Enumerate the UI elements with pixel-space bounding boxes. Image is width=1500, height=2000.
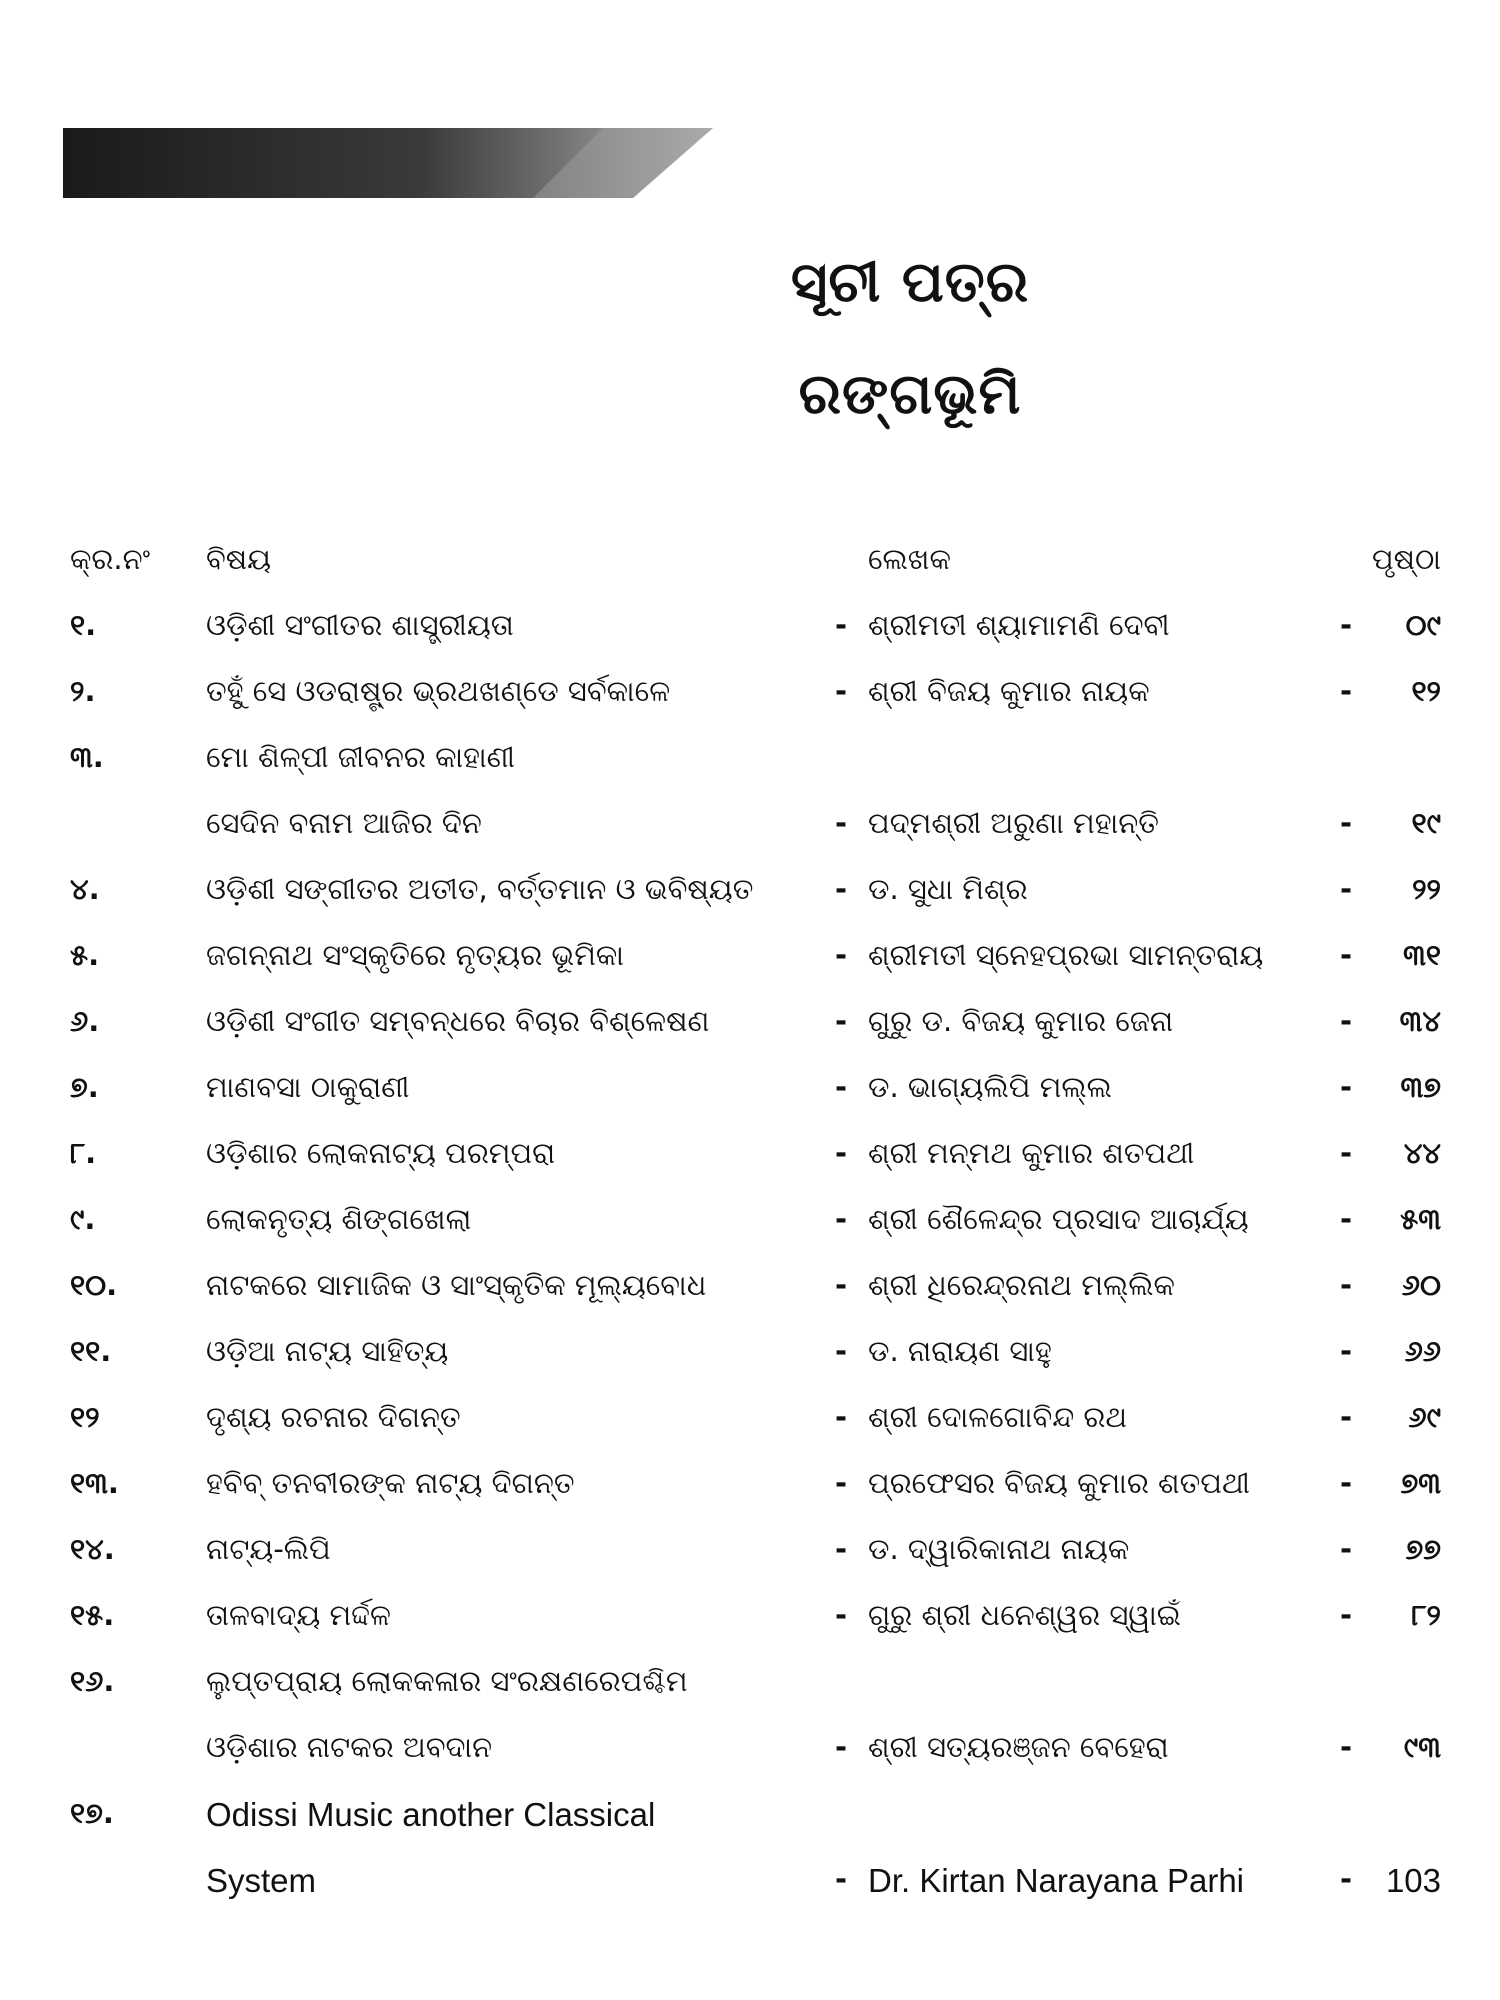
row-number: ୮.: [70, 1136, 97, 1170]
row-number: ୧.: [70, 608, 97, 642]
row-topic: ହବିବ୍ ତନବୀରଙ୍କ ନାଟ୍ୟ ଦିଗନ୍ତ: [206, 1466, 575, 1500]
row-author: ଗୁରୁ ଶ୍ରୀ ଧନେଶ୍ୱର ସ୍ୱାଇଁ: [868, 1598, 1181, 1632]
author-dash: -: [835, 938, 848, 972]
row-page: 103: [1385, 1862, 1441, 1899]
row-page: ୬୯: [1408, 1400, 1441, 1434]
decorative-banner: [63, 128, 713, 198]
toc-row: [63, 860, 1441, 926]
page-subtitle: ରଙ୍ଗଭୂମି: [798, 362, 1022, 427]
column-header-topic: ବିଷୟ: [206, 542, 272, 576]
page-dash: -: [1340, 674, 1353, 708]
row-number: ୪.: [70, 872, 100, 906]
toc-row: [63, 728, 1441, 794]
row-topic: ମାଣବସା ଠାକୁରାଣୀ: [206, 1070, 410, 1104]
author-dash: -: [835, 1136, 848, 1170]
author-dash: -: [835, 1334, 848, 1368]
row-topic: Odissi Music another Classical: [206, 1796, 656, 1833]
row-topic: System: [206, 1862, 317, 1899]
author-dash: -: [835, 674, 848, 708]
page-dash: -: [1340, 1532, 1353, 1566]
row-page: ୬୬: [1404, 1334, 1441, 1368]
page-dash: -: [1340, 1400, 1353, 1434]
row-page: ୯୩: [1403, 1730, 1441, 1764]
toc-row: [63, 1718, 1441, 1784]
author-dash: -: [835, 806, 848, 840]
row-author: ଡ. ନାରାୟଣ ସାହୁ: [868, 1334, 1052, 1368]
toc-row: [63, 1256, 1441, 1322]
toc-row: [63, 1850, 1441, 1916]
row-topic: ଓଡ଼ିଶୀ ସଂଗୀତର ଶାସ୍ତ୍ରୀୟତା: [206, 608, 514, 642]
page-dash: -: [1340, 1202, 1353, 1236]
page-dash: -: [1340, 1862, 1353, 1896]
row-author: ଶ୍ରୀ ବିଜୟ କୁମାର ନାୟକ: [868, 674, 1150, 708]
row-topic: ନାଟକରେ ସାମାଜିକ ଓ ସାଂସ୍କୃତିକ ମୂଲ୍ୟବୋଧ: [206, 1268, 707, 1302]
row-topic: ଦୃଶ୍ୟ ରଚନାର ଦିଗନ୍ତ: [206, 1400, 461, 1434]
row-number: ୨.: [70, 674, 96, 708]
author-dash: -: [835, 1400, 848, 1434]
row-number: ୧୪.: [70, 1532, 115, 1566]
author-dash: -: [835, 1862, 848, 1896]
row-page: ୭୭: [1405, 1532, 1441, 1566]
row-page: ୬୦: [1401, 1268, 1441, 1302]
row-author: ଶ୍ରୀ ଧିରେନ୍ଦ୍ରନାଥ ମଲ୍ଲିକ: [868, 1268, 1175, 1302]
toc-row: [63, 1652, 1441, 1718]
page-dash: -: [1340, 1070, 1353, 1104]
toc-row: [63, 794, 1441, 860]
row-number: ୫.: [70, 938, 100, 972]
page-dash: -: [1340, 1730, 1353, 1764]
toc-row: [63, 662, 1441, 728]
row-author: ପ୍ରଫେସର ବିଜୟ କୁମାର ଶତପଥୀ: [868, 1466, 1251, 1500]
toc-row: [63, 992, 1441, 1058]
author-dash: -: [835, 1070, 848, 1104]
page-dash: -: [1340, 938, 1353, 972]
row-author: ଶ୍ରୀମତୀ ସ୍ନେହପ୍ରଭା ସାମନ୍ତରାୟ: [868, 938, 1264, 972]
row-author: ଶ୍ରୀ ମନ୍ମଥ କୁମାର ଶତପଥୀ: [868, 1136, 1195, 1170]
toc-row: [63, 1520, 1441, 1586]
author-dash: -: [835, 608, 848, 642]
row-author: ଶ୍ରୀ ଶୈଳେନ୍ଦ୍ର ପ୍ରସାଦ ଆଚାର୍ଯ୍ୟ: [868, 1202, 1249, 1236]
page-dash: -: [1340, 608, 1353, 642]
toc-body: [63, 596, 1441, 1916]
row-topic: ସେଦିନ ବନାମ ଆଜିର ଦିନ: [206, 806, 482, 840]
toc-row: [63, 596, 1441, 662]
page-dash: -: [1340, 872, 1353, 906]
toc-row: [63, 1454, 1441, 1520]
toc-row: [63, 1388, 1441, 1454]
row-number: ୧୧.: [70, 1334, 112, 1368]
row-topic: ଜଗନ୍ନାଥ ସଂସ୍କୃତିରେ ନୃତ୍ୟର ଭୂମିକା: [206, 938, 624, 972]
toc-row: [63, 1586, 1441, 1652]
author-dash: -: [835, 872, 848, 906]
column-header-num: କ୍ର.ନଂ: [70, 542, 151, 576]
row-author: Dr. Kirtan Narayana Parhi: [868, 1862, 1245, 1899]
page-dash: -: [1340, 1268, 1353, 1302]
row-page: ୩୪: [1399, 1004, 1441, 1038]
author-dash: -: [835, 1268, 848, 1302]
page-dash: -: [1340, 1004, 1353, 1038]
row-author: ଶ୍ରୀ ଦୋଳଗୋବିନ୍ଦ ରଥ: [868, 1400, 1128, 1434]
row-author: ଶ୍ରୀ ସତ୍ୟରଞ୍ଜନ ବେହେରା: [868, 1730, 1169, 1764]
toc-header-row: [63, 530, 1441, 596]
toc-row: [63, 1322, 1441, 1388]
row-topic: ନାଟ୍ୟ-ଲିପି: [206, 1532, 331, 1566]
row-number: ୧୫.: [70, 1598, 115, 1632]
row-page: ୭୩: [1400, 1466, 1441, 1500]
author-dash: -: [835, 1598, 848, 1632]
row-topic: ତହୁଁ ସେ ଓଡରାଷ୍ଟ୍ର ଭ୍ରଥଖଣ୍ଡେ ସର୍ବକାଳେ: [206, 674, 671, 708]
page-dash: -: [1340, 1598, 1353, 1632]
column-header-page: ପୃଷ୍ଠା: [1371, 542, 1441, 576]
row-author: ଡ. ସୁଧା ମିଶ୍ର: [868, 872, 1028, 906]
row-author: ପଦ୍ମଶ୍ରୀ ଅରୁଣା ମହାନ୍ତି: [868, 806, 1159, 840]
page-dash: -: [1340, 806, 1353, 840]
row-number: ୯.: [70, 1202, 96, 1236]
row-number: ୧୦.: [70, 1268, 118, 1302]
row-author: ଗୁରୁ ଡ. ବିଜୟ କୁମାର ଜେନା: [868, 1004, 1174, 1038]
row-page: ୧୨: [1411, 674, 1441, 708]
row-topic: ଓଡ଼ିଶୀ ସଙ୍ଗୀତର ଅତୀତ, ବର୍ତ୍ତମାନ ଓ ଭବିଷ୍ୟତ: [206, 872, 754, 906]
row-page: ୩୭: [1400, 1070, 1441, 1104]
row-number: ୭.: [70, 1070, 99, 1104]
row-topic: ଓଡ଼ିଶାର ନାଟକର ଅବଦାନ: [206, 1730, 493, 1764]
author-dash: -: [835, 1466, 848, 1500]
row-number: ୧୩.: [70, 1466, 119, 1500]
column-header-author: ଲେଖକ: [868, 542, 951, 576]
toc-row: [63, 926, 1441, 992]
row-author: ଡ. ଦ୍ୱାରିକାନାଥ ନାୟକ: [868, 1532, 1130, 1566]
page-title: ସୂଚୀ ପତ୍ର: [790, 250, 1030, 315]
toc-row: [63, 1190, 1441, 1256]
row-topic: ଓଡ଼ିଶୀ ସଂଗୀତ ସମ୍ବନ୍ଧରେ ବିଚାର ବିଶ୍ଳେଷଣ: [206, 1004, 710, 1038]
row-number: ୧୨: [70, 1400, 100, 1434]
toc-row: [63, 1124, 1441, 1190]
toc-row: [63, 1784, 1441, 1850]
author-dash: -: [835, 1730, 848, 1764]
row-topic: ଓଡ଼ିଆ ନାଟ୍ୟ ସାହିତ୍ୟ: [206, 1334, 449, 1368]
row-page: ୮୨: [1411, 1598, 1441, 1632]
row-author: ଶ୍ରୀମତୀ ଶ୍ୟାମାମଣି ଦେବୀ: [868, 608, 1170, 642]
row-page: ୦୯: [1405, 608, 1441, 642]
row-page: ୪୪: [1403, 1136, 1441, 1170]
row-page: ୧୯: [1411, 806, 1441, 840]
row-topic: ମୋ ଶିଳ୍ପୀ ଜୀବନର କାହାଣୀ: [206, 740, 515, 774]
author-dash: -: [835, 1532, 848, 1566]
row-page: ୩୧: [1403, 938, 1441, 972]
row-number: ୧୬.: [70, 1664, 115, 1698]
row-page: ୨୨: [1412, 872, 1441, 906]
page-dash: -: [1340, 1466, 1353, 1500]
row-topic: ଲୋକନୃତ୍ୟ ଶିଙ୍ଗଖେଲା: [206, 1202, 472, 1236]
author-dash: -: [835, 1202, 848, 1236]
row-number: ୧୭.: [70, 1796, 114, 1830]
toc-row: [63, 1058, 1441, 1124]
row-number: ୩.: [70, 740, 104, 774]
row-topic: ଓଡ଼ିଶାର ଲୋକନାଟ୍ୟ ପରମ୍ପରା: [206, 1136, 556, 1170]
row-topic: ଲୁପ୍ତପ୍ରାୟ ଲୋକକଳାର ସଂରକ୍ଷଣରେପଶ୍ଚିମ: [206, 1664, 688, 1698]
page-dash: -: [1340, 1136, 1353, 1170]
row-topic: ତାଳବାଦ୍ୟ ମର୍ଦ୍ଦଳ: [206, 1598, 391, 1632]
table-of-contents: [63, 530, 1441, 1916]
row-author: ଡ. ଭାଗ୍ୟଲିପି ମଲ୍ଲ: [868, 1070, 1112, 1104]
row-page: ୫୩: [1400, 1202, 1441, 1236]
page-dash: -: [1340, 1334, 1353, 1368]
author-dash: -: [835, 1004, 848, 1038]
row-number: ୬.: [70, 1004, 100, 1038]
